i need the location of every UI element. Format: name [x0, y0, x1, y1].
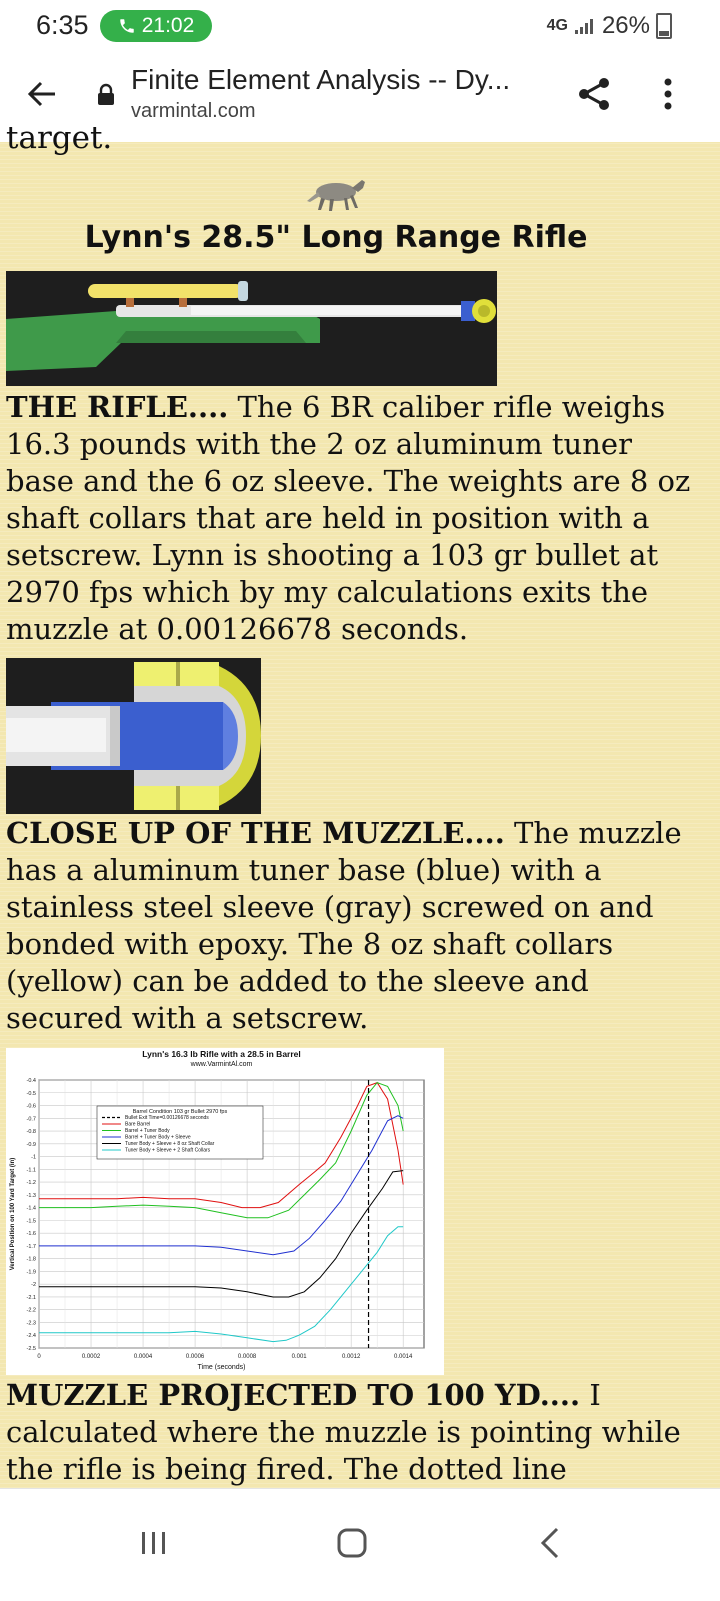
y-tick-label: -0.6	[26, 1103, 36, 1110]
y-tick-label: -0.4	[26, 1078, 36, 1084]
muzzle-closeup-image	[6, 658, 261, 814]
x-tick-label: 0.0012	[341, 1354, 361, 1360]
y-tick-label: -0.8	[26, 1129, 36, 1136]
home-button[interactable]	[320, 1511, 384, 1575]
y-tick-label: -1.9	[26, 1269, 36, 1276]
more-vert-icon	[648, 72, 688, 116]
lock-icon	[97, 84, 115, 106]
y-tick-label: -1.3	[26, 1192, 36, 1199]
y-tick-label: -2.3	[26, 1320, 36, 1327]
chart-title: Lynn's 16.3 lb Rifle with a 28.5 in Barrel	[142, 1049, 301, 1059]
muzzle-para-lead: CLOSE UP OF THE MUZZLE....	[6, 816, 505, 850]
share-button[interactable]	[572, 72, 616, 116]
y-tick-label: -2.5	[26, 1346, 36, 1352]
x-tick-label: 0	[37, 1354, 41, 1360]
legend-entry: Barrel + Tuner Body + Sleeve	[125, 1134, 191, 1141]
y-tick-label: -0.7	[26, 1116, 36, 1123]
x-tick-label: 0.0002	[81, 1354, 101, 1360]
back-nav-button[interactable]	[518, 1511, 582, 1575]
x-axis-label: Time (seconds)	[197, 1364, 246, 1371]
home-icon	[337, 1528, 367, 1558]
share-icon	[572, 72, 616, 116]
recents-icon	[139, 1530, 169, 1556]
legend-title: Barrel Condition 103 gr Bullet 2970 fps	[132, 1109, 228, 1115]
y-tick-label: -1.8	[26, 1256, 36, 1263]
back-arrow-icon	[27, 81, 57, 107]
status-time: 6:35	[36, 10, 89, 40]
y-tick-label: -2.4	[26, 1333, 36, 1340]
muzzle-render	[6, 658, 261, 814]
y-tick-label: -2.1	[26, 1294, 36, 1301]
status-icons	[547, 12, 672, 40]
recents-button[interactable]	[122, 1511, 186, 1575]
y-tick-label: -1.4	[26, 1205, 36, 1212]
muzzle-position-chart	[6, 1048, 444, 1375]
y-axis-label: Vertical Position on 100 Yard Target (in)	[10, 1157, 16, 1271]
call-timer: 21:02	[141, 14, 195, 37]
rifle-render	[6, 271, 497, 386]
y-tick-label: -1.6	[26, 1231, 36, 1238]
y-tick-label: -1.5	[26, 1218, 36, 1225]
coyote-image	[306, 174, 368, 212]
legend-entry: Bullet Exit Time=0.00126678 seconds	[125, 1115, 209, 1121]
projected-para-lead: MUZZLE PROJECTED TO 100 YD....	[6, 1378, 581, 1412]
rifle-paragraph	[6, 389, 706, 648]
rifle-heading: Lynn's 28.5" Long Range Rifle	[84, 220, 588, 255]
signal-icon	[574, 17, 596, 35]
x-tick-label: 0.0008	[237, 1354, 257, 1360]
projected-paragraph	[6, 1377, 706, 1488]
muzzle-para-body: The muzzle has a aluminum tuner base (blue) with a stainless steel sleeve (gray) screwed on and bonded with epoxy. The 8 oz shaft collars (yellow) can be added to the sleeve and secured with a setscrew.	[6, 816, 682, 1035]
page-title[interactable]: Finite Element Analysis -- Dy...	[131, 64, 511, 95]
y-tick-label: -1.2	[26, 1180, 36, 1187]
legend-entry: Tuner Body + Sleeve + 2 Shaft Collars	[125, 1147, 211, 1154]
y-tick-label: -0.9	[26, 1141, 36, 1148]
chart-svg	[6, 1048, 444, 1375]
y-tick-label: -1.7	[26, 1243, 36, 1250]
x-tick-label: 0.0004	[133, 1354, 153, 1360]
projected-para-body: I calculated where the muzzle is pointing while the rifle is being fired. The dotted line	[6, 1378, 681, 1486]
phone-icon	[118, 17, 136, 35]
y-tick-label: -0.5	[26, 1090, 36, 1097]
page-domain[interactable]: varmintal.com	[131, 100, 256, 122]
battery-icon	[656, 13, 672, 39]
cut-off-text: target.	[6, 120, 113, 156]
legend-entry: Bare Barrel	[125, 1121, 151, 1128]
x-tick-label: 0.0006	[185, 1354, 205, 1360]
rifle-para-body: The 6 BR caliber rifle weighs 16.3 pounds with the 2 oz aluminum tuner base and the 6 oz sleeve. The weights are 8 oz shaft collars that are held in position with a setscrew. Lynn is shooting a 103 gr bullet at 2970 fps which by my calculations exits the muzzle at 0.00126678 seconds.	[6, 390, 691, 646]
ongoing-call-chip[interactable]	[100, 10, 212, 42]
y-tick-label: -2.2	[26, 1307, 36, 1314]
y-tick-label: -1.1	[26, 1167, 36, 1174]
x-tick-label: 0.0014	[394, 1354, 413, 1360]
rifle-image	[6, 271, 497, 386]
chart-subtitle: www.VarmintAl.com	[190, 1061, 253, 1068]
back-chevron-icon	[539, 1527, 561, 1559]
muzzle-paragraph	[6, 815, 706, 1037]
web-content[interactable]	[0, 120, 720, 1488]
more-options-button[interactable]	[648, 72, 688, 116]
y-tick-label: -1	[31, 1154, 36, 1161]
battery-percent: 26%	[601, 12, 650, 39]
y-tick-label: -2	[31, 1282, 36, 1289]
system-nav-bar	[0, 1488, 720, 1601]
rifle-para-lead: THE RIFLE....	[6, 390, 229, 424]
legend-entry: Barrel + Tuner Body	[125, 1128, 170, 1134]
network-type: 4G	[546, 17, 568, 34]
back-button[interactable]	[20, 72, 64, 116]
x-tick-label: 0.001	[291, 1354, 307, 1360]
legend-entry: Tuner Body + Sleeve + 8 oz Shaft Collar	[125, 1141, 215, 1147]
status-bar	[0, 0, 720, 54]
